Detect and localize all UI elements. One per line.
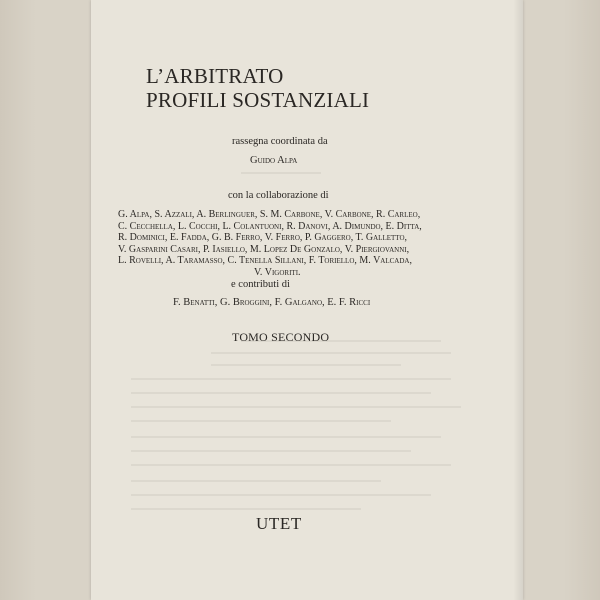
title-line-1: L’ARBITRATO — [146, 64, 284, 88]
publisher-name: UTET — [256, 514, 302, 533]
collaborators-line: G. Alpa, S. Azzali, A. Berlinguer, S. M. Carbone, V. Carbone, R. Carleo, — [118, 209, 421, 220]
collaborators-line: V. Vigoriti. — [254, 266, 301, 278]
collaborators-line: V. Gasparini Casari, P. Iasiello, M. Lopez De Gonzalo, V. Piergiovanni, — [118, 243, 410, 255]
collaborators-line: C. Cecchella, L. Cocchi, L. Colantuoni, R. Danovi, A. Dimundo, E. Ditta, — [118, 220, 422, 232]
collaborators-line: R. Dominici, E. Fadda, G. B. Ferro, V. Ferro, P. Gaggero, T. Galletto, — [118, 232, 407, 243]
title-line-2: PROFILI SOSTANZIALI — [146, 88, 370, 112]
coordination-label: rassegna coordinata da — [232, 136, 328, 147]
collaborators-line: L. Rovelli, A. Taramasso, C. Tenella Sillani, F. Toriello, M. Valcada, — [118, 255, 412, 266]
coordinator-name: Guido Alpa — [250, 155, 298, 166]
volume-label: TOMO SECONDO — [232, 330, 330, 344]
contributors-names: F. Benatti, G. Broggini, F. Galgano, E. F. Ricci — [173, 297, 371, 308]
collaboration-label: con la collaborazione di — [228, 190, 329, 201]
collaborators-list — [118, 209, 448, 278]
contributions-label: e contributi di — [231, 279, 290, 290]
